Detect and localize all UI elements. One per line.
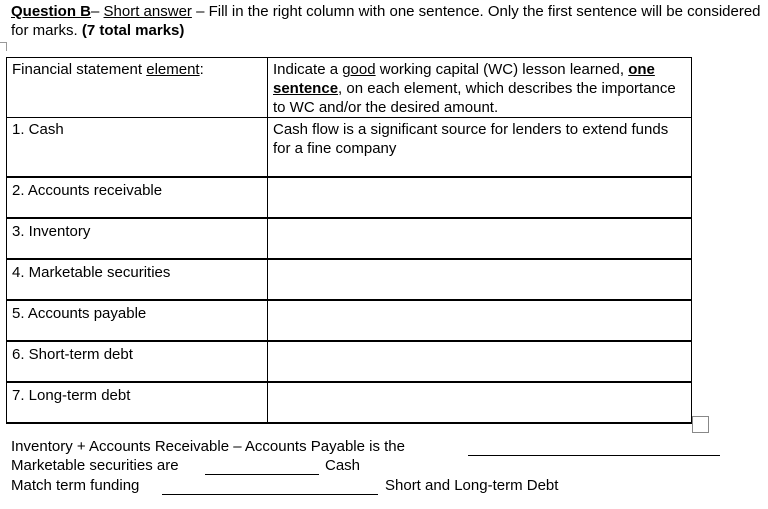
right-header-part3: , on each element, which describes the importance to WC and/or the desired amount.	[273, 80, 676, 116]
right-header-one-sentence: one sentence	[273, 61, 655, 97]
row-label: 2. Accounts receivable	[7, 177, 268, 218]
row-answer[interactable]	[268, 382, 692, 423]
table-row	[7, 382, 692, 423]
row-answer[interactable]	[268, 177, 692, 218]
row-answer[interactable]	[268, 259, 692, 300]
blank-line-2[interactable]	[205, 474, 319, 475]
left-header-prefix: Financial statement	[12, 61, 147, 78]
table-row	[7, 218, 692, 259]
row-label: 1. Cash	[7, 118, 268, 178]
right-header-part1: Indicate a	[273, 61, 343, 78]
blank-line-3[interactable]	[162, 494, 378, 495]
question-dash: –	[91, 3, 104, 20]
left-header-element: element	[146, 61, 200, 78]
fill-in-line-2-start: Marketable securities are	[11, 457, 179, 474]
table-header-row	[7, 58, 692, 118]
row-label: 4. Marketable securities	[7, 259, 268, 300]
short-answer-label: Short answer	[103, 3, 192, 20]
row-label: 6. Short-term debt	[7, 341, 268, 382]
answer-table	[6, 57, 692, 424]
blank-line-1[interactable]	[468, 455, 720, 456]
row-label: 5. Accounts payable	[7, 300, 268, 341]
table-row	[7, 341, 692, 382]
checkbox[interactable]	[692, 416, 709, 433]
table-row	[7, 177, 692, 218]
fill-in-line-1: Inventory + Accounts Receivable – Accounts Payable is the	[11, 438, 405, 455]
question-heading	[11, 2, 761, 40]
row-answer[interactable]	[268, 300, 692, 341]
table-row	[7, 300, 692, 341]
row-answer[interactable]	[268, 341, 692, 382]
left-header-suffix: :	[199, 61, 204, 78]
table-row	[7, 118, 692, 178]
right-header-good: good	[342, 61, 376, 78]
fill-in-line-3-end: Short and Long-term Debt	[385, 477, 559, 494]
total-marks: (7 total marks)	[81, 22, 185, 39]
row-answer[interactable]: Cash flow is a significant source for lenders to extend funds for a fine company	[268, 118, 692, 178]
left-column-header	[7, 58, 268, 118]
right-header-part2: working capital (WC) lesson learned,	[375, 61, 629, 78]
fill-in-line-2-end: Cash	[325, 457, 361, 474]
question-label: Question B	[11, 3, 92, 20]
table-row	[7, 259, 692, 300]
row-label: 3. Inventory	[7, 218, 268, 259]
row-label: 7. Long-term debt	[7, 382, 268, 423]
row-answer[interactable]	[268, 218, 692, 259]
question-instruction: – Fill in the right column with one sentence. Only the first sentence will be considered for marks.	[11, 3, 761, 39]
text-boundary-mark	[0, 42, 7, 51]
fill-in-line-3-start: Match term funding	[11, 477, 140, 494]
right-column-header	[268, 58, 692, 118]
